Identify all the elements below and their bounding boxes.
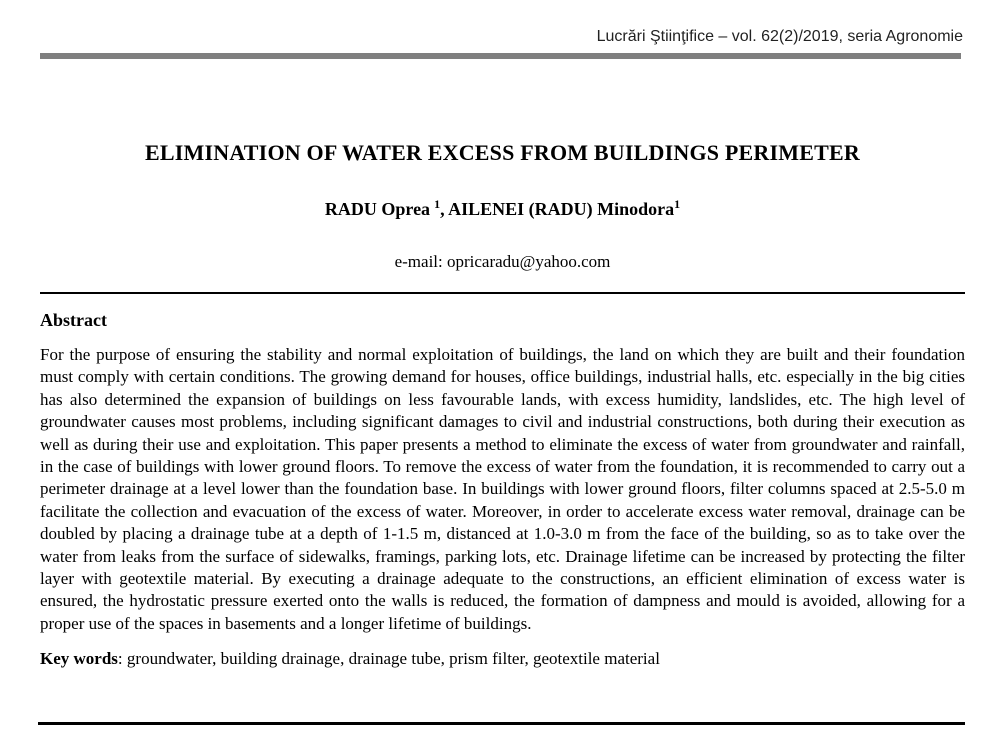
author-second-name: AILENEI (RADU) Minodora — [448, 199, 675, 219]
keywords-line — [40, 648, 965, 669]
journal-header: Lucrări Ştiinţifice – vol. 62(2)/2019, seria Agronomie — [596, 28, 963, 45]
email-line: e-mail: opricaradu@yahoo.com — [394, 252, 611, 271]
keywords-separator: : — [117, 649, 127, 669]
author-first-superscript: 1 — [434, 197, 441, 211]
abstract-divider-rule — [40, 292, 965, 294]
author-second-superscript: 1 — [674, 197, 681, 211]
article-title: ELIMINATION OF WATER EXCESS FROM BUILDINGS PERIMETER — [145, 140, 860, 165]
abstract-heading: Abstract — [40, 310, 107, 330]
header-rule — [40, 53, 961, 59]
author-first-name: RADU Oprea — [324, 199, 431, 219]
abstract-text: For the purpose of ensuring the stability and normal exploitation of buildings, the land on which they are built and their foundation must comply with certain conditions. The growing demand for houses, office buildings, industrial halls, etc. especially in the big cities has also determined the expansion of buildings on less favourable lands, with excess humidity, landslides, etc. The high level of groundwater causes most problems, including significant damages to civil and industrial constructions, both during their execution as well as during their use and exploitation. This paper presents a method to eliminate the excess of water from groundwater and rainfall, in the case of buildings with lower ground floors. To remove the excess of water from the foundation, it is recommended to carry out a perimeter drainage at a level lower than the foundation base. In buildings with lower ground floors, filter columns spaced at 2.5-5.0 m facilitate the collection and evacuation of the excess of water. Moreover, in order to accelerate excess water removal, drainage can be doubled by placing a drainage tube at a depth of 1-1.5 m, distanced at 1.0-3.0 m from the face of the building, so as to take over the water from leaks from the surface of sidewalks, framings, parking lots, etc. Drainage lifetime can be increased by protecting the filter layer with geotextile material. By executing a drainage adequate to the constructions, an efficient elimination of excess water is ensured, the hydrostatic pressure exerted onto the walls is reduced, the formation of dampness and mould is avoided, allowing for a proper use of the spaces in basements and a longer lifetime of buildings. — [40, 345, 965, 633]
keywords-label: Key words — [40, 649, 118, 669]
authors-separator: , — [440, 199, 449, 219]
authors-line — [40, 199, 965, 220]
page-content — [40, 0, 965, 669]
keywords-text: groundwater, building drainage, drainage tube, prism filter, geotextile material — [126, 649, 660, 669]
bottom-rule — [38, 722, 965, 725]
